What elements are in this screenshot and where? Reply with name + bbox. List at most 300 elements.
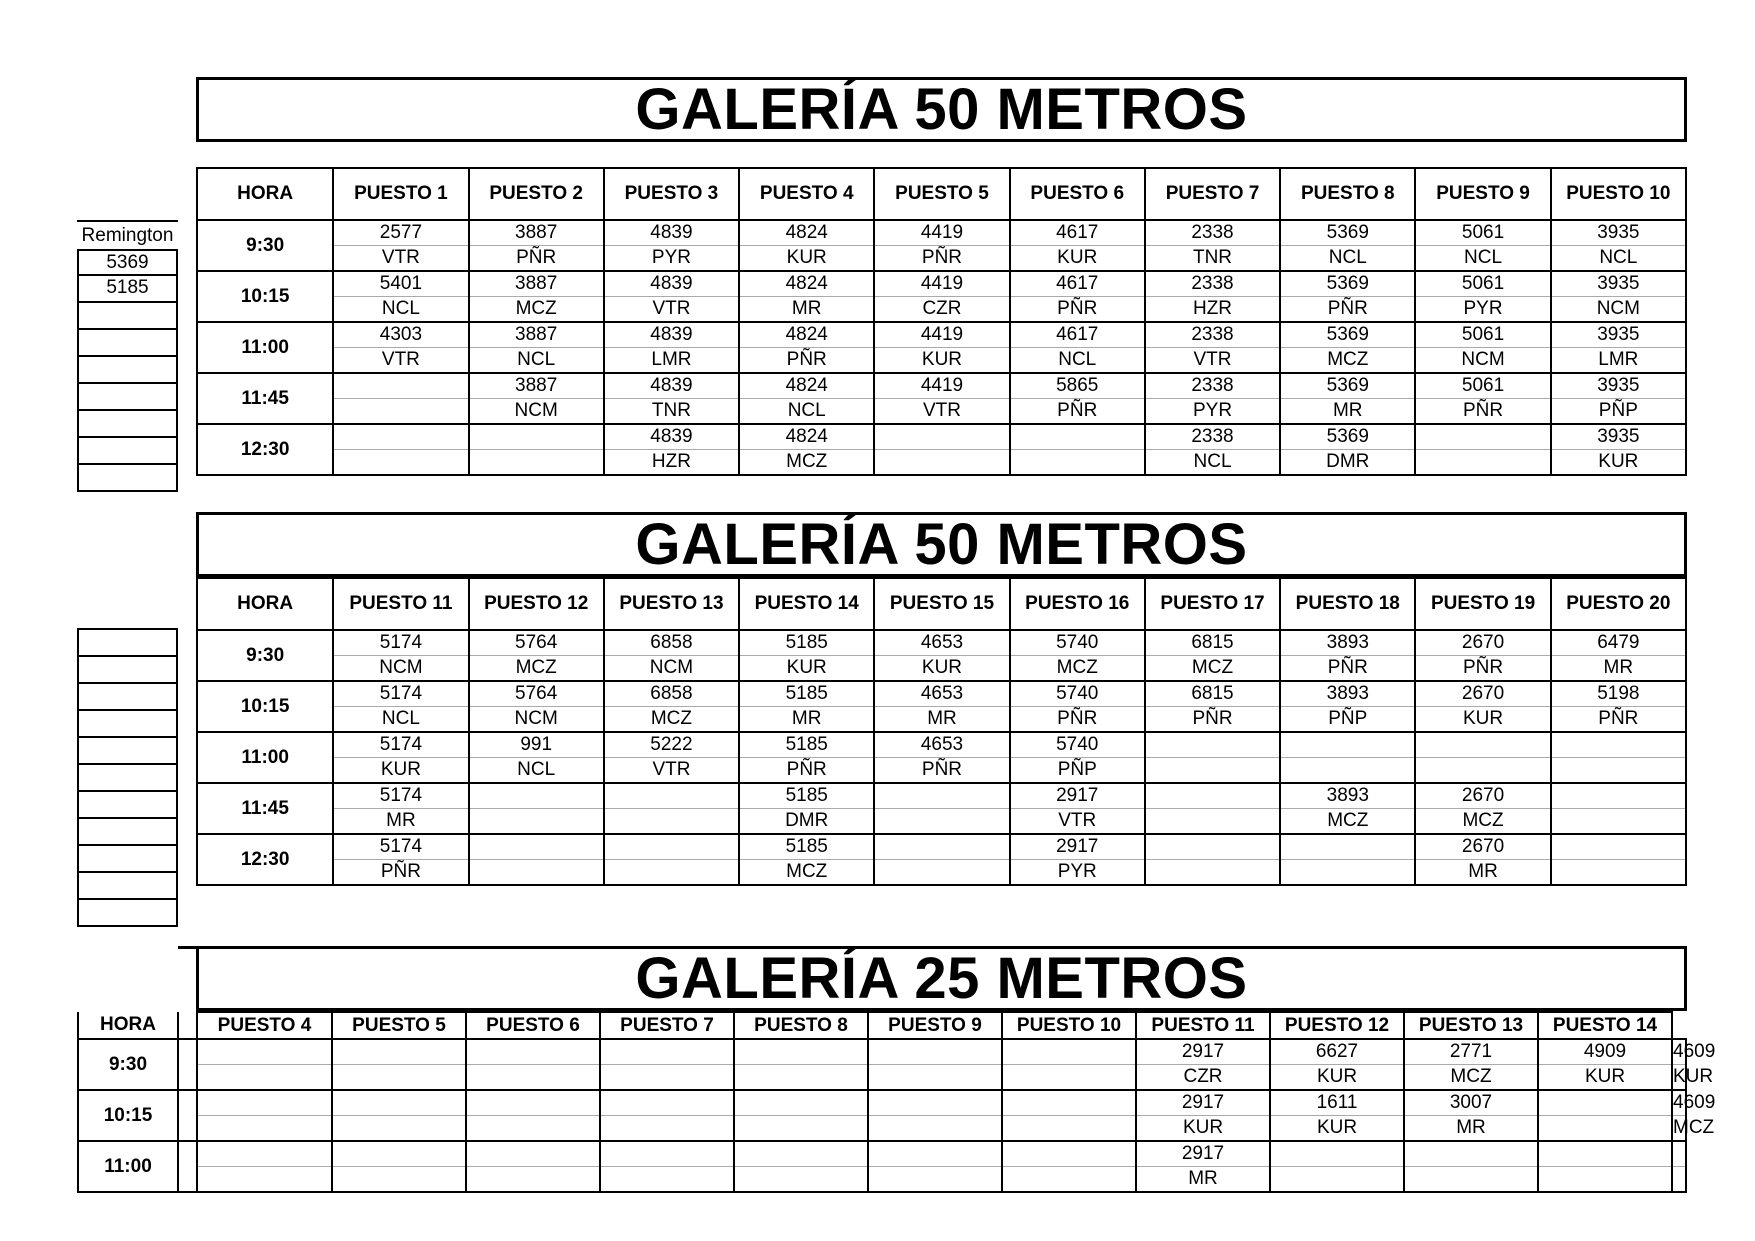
category-code	[466, 1116, 600, 1142]
shooter-number	[1145, 783, 1280, 809]
category-code	[1415, 450, 1550, 476]
category-code	[1002, 1167, 1136, 1193]
shooter-number: 5740	[1010, 630, 1145, 656]
shooter-number	[734, 1039, 868, 1065]
category-code: PÑP	[1551, 399, 1686, 425]
puesto-header: PUESTO 18	[1280, 578, 1415, 630]
shooter-number: 4617	[1010, 220, 1145, 246]
section-2-title: GALERÍA 50 METROS	[196, 512, 1687, 577]
category-code	[868, 1065, 1002, 1091]
category-code: KUR	[1551, 450, 1686, 476]
category-code: LMR	[1551, 348, 1686, 374]
category-code: VTR	[604, 758, 739, 784]
shooter-number	[1538, 1141, 1672, 1167]
category-code: PÑR	[739, 758, 874, 784]
category-code	[600, 1065, 734, 1091]
category-code: KUR	[874, 348, 1009, 374]
shooter-number: 4303	[333, 322, 468, 348]
category-code: KUR	[1010, 246, 1145, 272]
shooter-number: 5222	[604, 732, 739, 758]
side-list-item	[77, 873, 178, 900]
shooter-number	[868, 1090, 1002, 1116]
category-code: MR	[1415, 860, 1550, 886]
category-code	[600, 1167, 734, 1193]
shooter-number: 2338	[1145, 271, 1280, 297]
category-code	[1551, 860, 1686, 886]
category-code	[868, 1116, 1002, 1142]
category-code: NCL	[1280, 246, 1415, 272]
category-code	[197, 1065, 332, 1091]
shooter-number: 5174	[333, 630, 468, 656]
category-code: PÑR	[1145, 707, 1280, 733]
category-code	[1404, 1167, 1538, 1193]
shooter-number: 5174	[333, 681, 468, 707]
table-row	[197, 630, 1686, 656]
shooter-number: 4824	[739, 373, 874, 399]
category-code: KUR	[739, 656, 874, 682]
category-code	[197, 1116, 332, 1142]
puesto-header: PUESTO 11	[1136, 1012, 1270, 1039]
category-code: VTR	[874, 399, 1009, 425]
side-list-item	[77, 792, 178, 819]
side-list-item	[77, 846, 178, 873]
puesto-header: PUESTO 9	[868, 1012, 1002, 1039]
table-row	[78, 1116, 1686, 1142]
shooter-number: 5185	[739, 834, 874, 860]
puesto-header: PUESTO 20	[1551, 578, 1686, 630]
category-code: PYR	[1010, 860, 1145, 886]
category-code: MCZ	[469, 297, 604, 323]
category-code: NCL	[333, 707, 468, 733]
category-code: MCZ	[1145, 656, 1280, 682]
puesto-header: PUESTO 17	[1145, 578, 1280, 630]
category-code: KUR	[1538, 1065, 1672, 1091]
section-3-title: GALERÍA 25 METROS	[196, 946, 1687, 1011]
shooter-number: 2917	[1010, 834, 1145, 860]
category-code: TNR	[604, 399, 739, 425]
shooter-number	[1538, 1090, 1672, 1116]
shooter-number: 6479	[1551, 630, 1686, 656]
category-code	[600, 1116, 734, 1142]
shooter-number: 4839	[604, 322, 739, 348]
category-code	[197, 1167, 332, 1193]
category-code	[1672, 1167, 1686, 1193]
table-row	[197, 809, 1686, 835]
category-code: VTR	[333, 348, 468, 374]
table-row	[78, 1065, 1686, 1091]
category-code: PÑP	[1280, 707, 1415, 733]
table-row	[197, 450, 1686, 476]
puesto-header: PUESTO 14	[739, 578, 874, 630]
category-code: NCL	[469, 758, 604, 784]
category-code	[466, 1065, 600, 1091]
category-code	[1538, 1116, 1672, 1142]
shooter-number	[868, 1039, 1002, 1065]
category-code	[868, 1167, 1002, 1193]
shooter-number: 6627	[1270, 1039, 1404, 1065]
side-list-item	[77, 438, 178, 465]
shooter-number	[600, 1141, 734, 1167]
table-row	[197, 322, 1686, 348]
side-list-item	[77, 465, 178, 492]
shooter-number	[1280, 732, 1415, 758]
hora-cell: 12:30	[197, 834, 333, 885]
category-code	[469, 809, 604, 835]
puesto-header: PUESTO 11	[333, 578, 468, 630]
shooter-number: 5185	[739, 783, 874, 809]
shooter-number	[1415, 732, 1550, 758]
side-list-item	[77, 330, 178, 357]
category-code	[1002, 1116, 1136, 1142]
section-3-top-rule	[178, 946, 198, 949]
shooter-number	[466, 1090, 600, 1116]
hora-cell: 12:30	[197, 424, 333, 475]
shooter-number: 5740	[1010, 681, 1145, 707]
category-code: MR	[1280, 399, 1415, 425]
category-code: MCZ	[739, 860, 874, 886]
shooter-number: 6815	[1145, 681, 1280, 707]
category-code	[1002, 1065, 1136, 1091]
shooter-number: 5174	[333, 834, 468, 860]
category-code: NCM	[1415, 348, 1550, 374]
shooter-number: 3887	[469, 322, 604, 348]
category-code: PÑR	[1010, 399, 1145, 425]
table-row	[197, 681, 1686, 707]
shooter-number: 3935	[1551, 373, 1686, 399]
category-code: NCL	[1415, 246, 1550, 272]
category-code: PÑP	[1010, 758, 1145, 784]
shooter-number: 3893	[1280, 681, 1415, 707]
shooter-number: 4609	[1672, 1039, 1686, 1065]
shooter-number	[604, 783, 739, 809]
puesto-header: PUESTO 19	[1415, 578, 1550, 630]
shooter-number: 991	[469, 732, 604, 758]
puesto-header: PUESTO 15	[874, 578, 1009, 630]
shooter-number	[197, 1090, 332, 1116]
puesto-header: PUESTO 3	[604, 168, 739, 220]
category-code: KUR	[1415, 707, 1550, 733]
category-code	[874, 450, 1009, 476]
table-row	[197, 860, 1686, 886]
shooter-number: 4653	[874, 681, 1009, 707]
shooter-number: 3893	[1280, 783, 1415, 809]
shooter-number: 5369	[1280, 424, 1415, 450]
category-code: VTR	[604, 297, 739, 323]
table-row	[197, 834, 1686, 860]
shooter-number	[469, 834, 604, 860]
puesto-header: PUESTO 8	[734, 1012, 868, 1039]
gap-cell	[178, 1039, 197, 1090]
shooter-number: 2771	[1404, 1039, 1538, 1065]
category-code: DMR	[739, 809, 874, 835]
shooter-number: 5061	[1415, 373, 1550, 399]
shooter-number: 3935	[1551, 322, 1686, 348]
shooter-number: 3887	[469, 220, 604, 246]
shooter-number	[197, 1141, 332, 1167]
table-row	[197, 758, 1686, 784]
shooter-number: 4419	[874, 373, 1009, 399]
category-code: HZR	[1145, 297, 1280, 323]
shooter-number: 3935	[1551, 271, 1686, 297]
shooter-number: 5061	[1415, 271, 1550, 297]
shooter-number: 4609	[1672, 1090, 1686, 1116]
category-code: PÑR	[1010, 707, 1145, 733]
table-row	[78, 1039, 1686, 1065]
puesto-header: PUESTO 16	[1010, 578, 1145, 630]
shooter-number: 4419	[874, 220, 1009, 246]
schedule-table-1	[196, 167, 1687, 476]
shooter-number	[874, 834, 1009, 860]
shooter-number: 4653	[874, 630, 1009, 656]
category-code: MR	[1136, 1167, 1270, 1193]
puesto-header: PUESTO 6	[466, 1012, 600, 1039]
shooter-number: 4839	[604, 424, 739, 450]
category-code: PÑR	[1280, 656, 1415, 682]
schedule-table-2	[196, 577, 1687, 886]
section-1-title: GALERÍA 50 METROS	[196, 77, 1687, 142]
shooter-number: 5198	[1551, 681, 1686, 707]
category-code: CZR	[874, 297, 1009, 323]
category-code: NCL	[333, 297, 468, 323]
shooter-number: 5174	[333, 783, 468, 809]
side-list-item	[77, 819, 178, 846]
category-code	[1145, 809, 1280, 835]
category-code: NCM	[333, 656, 468, 682]
hora-cell: 11:45	[197, 783, 333, 834]
category-code: PYR	[1145, 399, 1280, 425]
hora-cell: 10:15	[197, 271, 333, 322]
shooter-number	[332, 1090, 466, 1116]
category-code: MR	[1551, 656, 1686, 682]
category-code: KUR	[874, 656, 1009, 682]
shooter-number	[874, 424, 1009, 450]
category-code: KUR	[739, 246, 874, 272]
table-row	[197, 246, 1686, 272]
shooter-number: 6858	[604, 630, 739, 656]
category-code	[734, 1065, 868, 1091]
side-list-item	[77, 303, 178, 330]
hora-cell: 11:00	[197, 322, 333, 373]
shooter-number	[1002, 1039, 1136, 1065]
shooter-number: 4909	[1538, 1039, 1672, 1065]
shooter-number: 5061	[1415, 220, 1550, 246]
shooter-number	[1002, 1141, 1136, 1167]
shooter-number: 5185	[739, 732, 874, 758]
table-row	[197, 348, 1686, 374]
category-code: PÑR	[333, 860, 468, 886]
side-list-item	[77, 684, 178, 711]
hora-cell: 9:30	[197, 630, 333, 681]
category-code	[874, 809, 1009, 835]
shooter-number	[1270, 1141, 1404, 1167]
category-code: MCZ	[604, 707, 739, 733]
shooter-number	[466, 1141, 600, 1167]
shooter-number	[1551, 834, 1686, 860]
category-code: NCM	[604, 656, 739, 682]
category-code	[1415, 758, 1550, 784]
shooter-number	[332, 1141, 466, 1167]
shooter-number: 2670	[1415, 834, 1550, 860]
category-code: MR	[874, 707, 1009, 733]
category-code: PÑR	[1415, 399, 1550, 425]
puesto-header: PUESTO 12	[469, 578, 604, 630]
shooter-number	[466, 1039, 600, 1065]
shooter-number: 4617	[1010, 322, 1145, 348]
puesto-header: PUESTO 13	[604, 578, 739, 630]
shooter-number: 2670	[1415, 681, 1550, 707]
shooter-number	[1404, 1141, 1538, 1167]
puesto-header: PUESTO 7	[600, 1012, 734, 1039]
table-row	[197, 399, 1686, 425]
shooter-number: 5185	[739, 630, 874, 656]
category-code: MCZ	[1280, 809, 1415, 835]
shooter-number	[469, 783, 604, 809]
shooter-number	[734, 1090, 868, 1116]
shooter-number: 3935	[1551, 220, 1686, 246]
remington-side-list	[77, 220, 178, 492]
shooter-number: 5369	[1280, 322, 1415, 348]
puesto-header: PUESTO 10	[1551, 168, 1686, 220]
category-code: LMR	[604, 348, 739, 374]
shooter-number: 4419	[874, 322, 1009, 348]
category-code	[466, 1167, 600, 1193]
category-code: MR	[739, 297, 874, 323]
shooter-number	[600, 1039, 734, 1065]
category-code: MR	[333, 809, 468, 835]
gap-cell	[178, 1141, 197, 1192]
side-list-item	[77, 357, 178, 384]
shooter-number: 4824	[739, 424, 874, 450]
schedule-table-3	[77, 1011, 1716, 1193]
shooter-number: 1611	[1270, 1090, 1404, 1116]
category-code	[1551, 758, 1686, 784]
category-code	[1280, 758, 1415, 784]
shooter-number: 2338	[1145, 424, 1280, 450]
side-list-item: 5369	[77, 249, 178, 276]
shooter-number: 6858	[604, 681, 739, 707]
category-code: NCL	[469, 348, 604, 374]
puesto-header: PUESTO 4	[739, 168, 874, 220]
category-code: MCZ	[1672, 1116, 1686, 1142]
hora-cell: 10:15	[197, 681, 333, 732]
category-code: NCM	[1551, 297, 1686, 323]
shooter-number	[197, 1039, 332, 1065]
hora-cell: 11:45	[197, 373, 333, 424]
shooter-number: 5174	[333, 732, 468, 758]
shooter-number: 2917	[1136, 1039, 1270, 1065]
puesto-header: PUESTO 8	[1280, 168, 1415, 220]
category-code	[332, 1116, 466, 1142]
shooter-number	[1145, 732, 1280, 758]
category-code: NCL	[1551, 246, 1686, 272]
shooter-number	[1145, 834, 1280, 860]
category-code	[469, 860, 604, 886]
hora-cell: 11:00	[78, 1141, 178, 1192]
shooter-number: 2338	[1145, 220, 1280, 246]
hora-header: HORA	[197, 578, 333, 630]
category-code	[604, 809, 739, 835]
gap-cell	[178, 1090, 197, 1141]
category-code: MR	[1404, 1116, 1538, 1142]
category-code: PÑR	[1010, 297, 1145, 323]
puesto-header: PUESTO 1	[333, 168, 468, 220]
hora-cell: 9:30	[78, 1039, 178, 1090]
category-code: MCZ	[1404, 1065, 1538, 1091]
puesto-header: PUESTO 6	[1010, 168, 1145, 220]
shooter-number: 5865	[1010, 373, 1145, 399]
side-list-item	[77, 657, 178, 684]
shooter-number	[868, 1141, 1002, 1167]
side-list-item	[77, 765, 178, 792]
puesto-header: PUESTO 2	[469, 168, 604, 220]
puesto-header: PUESTO 9	[1415, 168, 1550, 220]
shooter-number: 4824	[739, 271, 874, 297]
side-list-item	[77, 900, 178, 927]
shooter-number	[1010, 424, 1145, 450]
remington-header: Remington	[77, 220, 178, 249]
category-code: NCM	[469, 707, 604, 733]
shooter-number: 5764	[469, 630, 604, 656]
category-code: PYR	[604, 246, 739, 272]
table-row	[78, 1090, 1686, 1116]
side-list-item	[77, 630, 178, 657]
hora-cell: 10:15	[78, 1090, 178, 1141]
puesto-header: PUESTO 4	[197, 1012, 332, 1039]
shooter-number: 2338	[1145, 373, 1280, 399]
category-code	[1145, 860, 1280, 886]
shooter-number: 2917	[1010, 783, 1145, 809]
puesto-header: PUESTO 5	[332, 1012, 466, 1039]
category-code: KUR	[1136, 1116, 1270, 1142]
table-row	[197, 656, 1686, 682]
category-code: KUR	[1270, 1116, 1404, 1142]
shooter-number	[469, 424, 604, 450]
shooter-number: 5185	[739, 681, 874, 707]
puesto-header: PUESTO 12	[1270, 1012, 1404, 1039]
shooter-number: 4839	[604, 220, 739, 246]
shooter-number: 2670	[1415, 783, 1550, 809]
shooter-number	[600, 1090, 734, 1116]
shooter-number	[332, 1039, 466, 1065]
shooter-number: 4839	[604, 271, 739, 297]
puesto-header: PUESTO 10	[1002, 1012, 1136, 1039]
shooter-number: 3887	[469, 271, 604, 297]
category-code: PÑR	[1551, 707, 1686, 733]
shooter-number	[1415, 424, 1550, 450]
shooter-number	[1280, 834, 1415, 860]
shooter-number: 4839	[604, 373, 739, 399]
table-row	[197, 220, 1686, 246]
shooter-number: 5061	[1415, 322, 1550, 348]
category-code: KUR	[1672, 1065, 1686, 1091]
shooter-number: 4617	[1010, 271, 1145, 297]
side-list-item	[77, 411, 178, 438]
shooter-number	[734, 1141, 868, 1167]
category-code	[1010, 450, 1145, 476]
shooter-number: 2577	[333, 220, 468, 246]
category-code: VTR	[1010, 809, 1145, 835]
side-list-2	[77, 628, 178, 927]
shooter-number: 4653	[874, 732, 1009, 758]
shooter-number	[874, 783, 1009, 809]
category-code	[333, 450, 468, 476]
table-row	[197, 373, 1686, 399]
category-code: HZR	[604, 450, 739, 476]
category-code: PÑR	[874, 758, 1009, 784]
category-code: NCL	[1145, 450, 1280, 476]
puesto-header: PUESTO 14	[1538, 1012, 1672, 1039]
shooter-number: 2670	[1415, 630, 1550, 656]
